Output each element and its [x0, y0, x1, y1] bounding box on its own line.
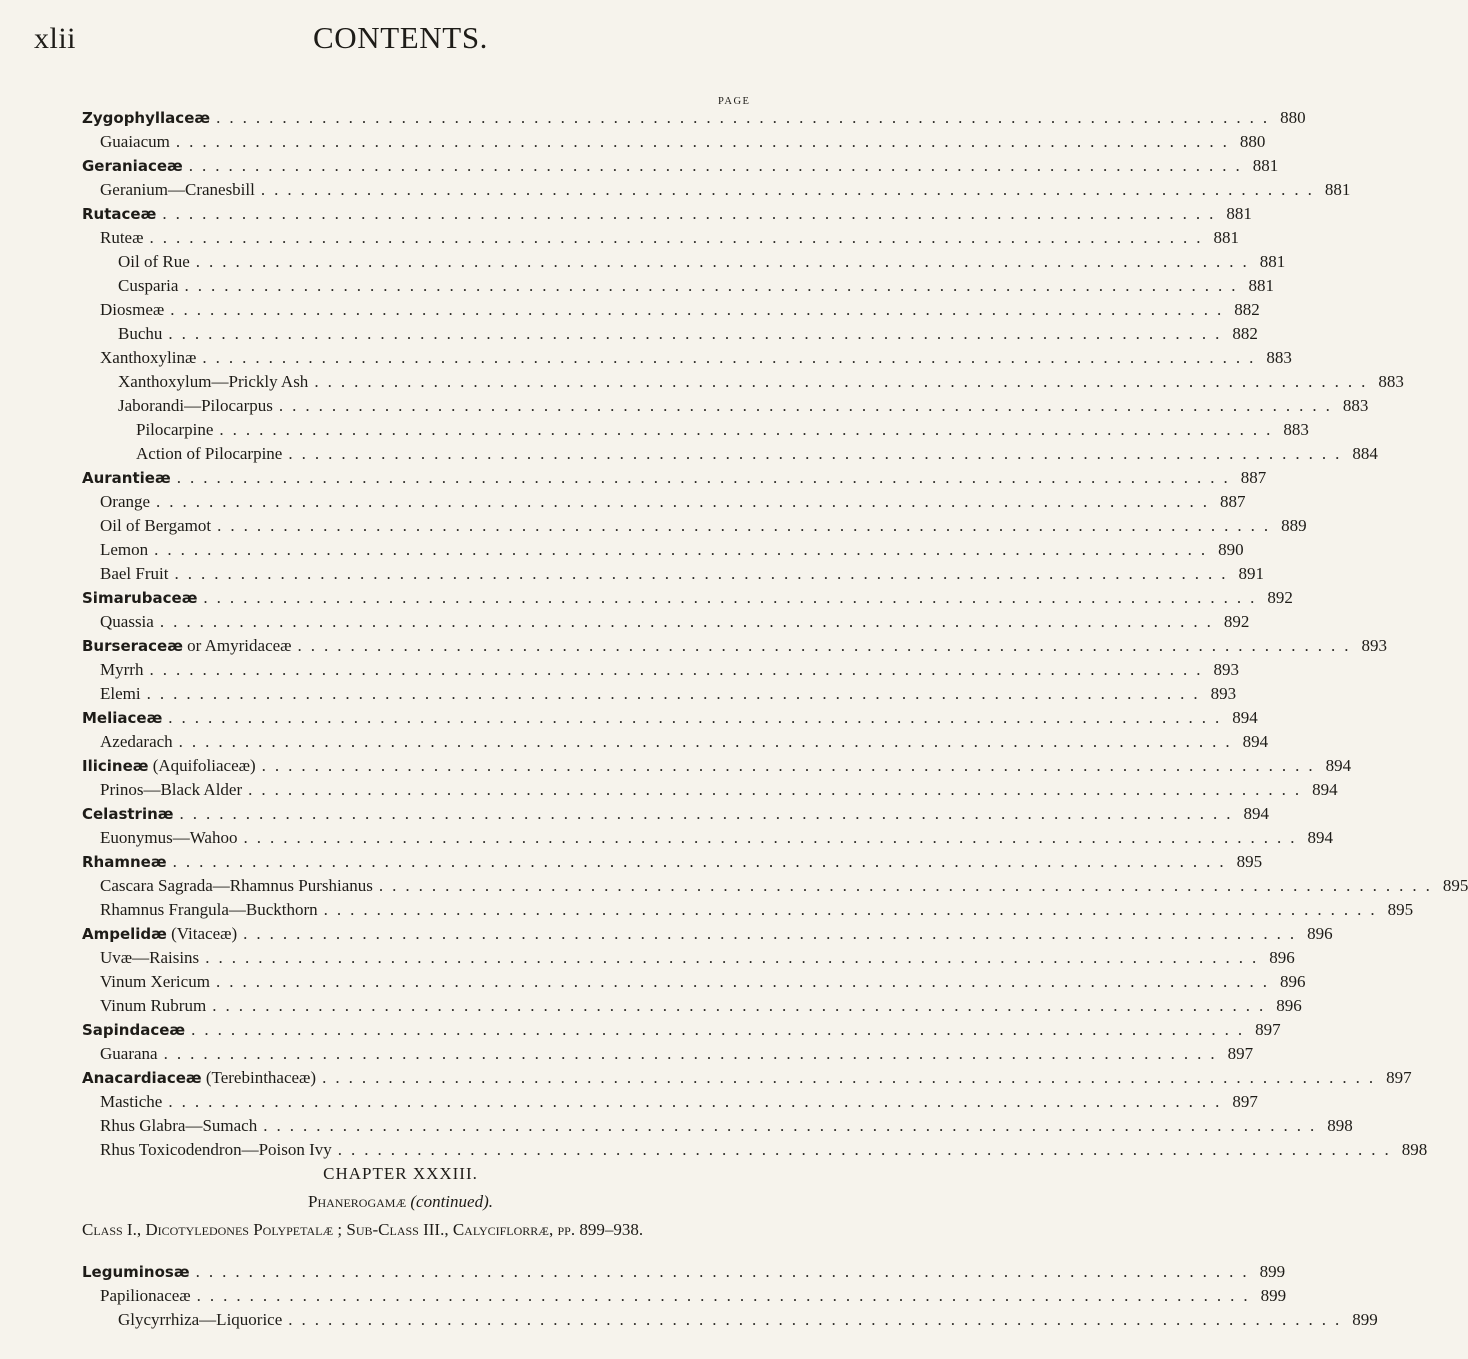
toc-entry [82, 682, 1237, 706]
toc-entry [82, 250, 1286, 274]
toc-entry-title: Orange [100, 492, 151, 511]
toc-entry [82, 346, 1292, 370]
dot-leader: ................................................................................ [205, 948, 1266, 967]
dot-leader: ................................................................................ [378, 876, 1439, 895]
toc-entry [82, 562, 1264, 586]
toc-entry-page: 898 [1401, 1140, 1428, 1159]
running-head-title: CONTENTS. [312, 20, 489, 55]
toc-entry-page: 899 [1259, 1262, 1286, 1281]
class-line: Class I., Dicotyledones Polypetalæ ; Sub-Class III., Calyciflorræ, pp. 899–938. [82, 1220, 644, 1239]
toc-entry-page: 883 [1342, 396, 1369, 415]
page-column-label: PAGE [718, 96, 751, 107]
toc-entry-title: Azedarach [100, 732, 173, 751]
toc-entry [82, 178, 1351, 202]
dot-leader: ................................................................................ [243, 828, 1304, 847]
toc-entry [82, 1284, 1287, 1308]
toc-entry-page: 892 [1223, 612, 1250, 631]
dot-leader: ................................................................................ [288, 1310, 1349, 1329]
contents-list [82, 106, 1468, 1162]
toc-entry-title: Xanthoxylinæ [100, 348, 197, 367]
toc-entry-title: Cascara Sagrada—Rhamnus Purshianus [100, 876, 373, 895]
toc-entry-title: Celastrinæ [82, 805, 174, 823]
toc-entry-page: 897 [1386, 1068, 1412, 1087]
dot-leader: ................................................................................ [156, 492, 1217, 511]
toc-entry-title: Anacardiaceæ (Terebinthaceæ) [82, 1068, 317, 1087]
toc-entry-page: 896 [1276, 996, 1302, 1015]
dot-leader: ................................................................................ [188, 156, 1249, 175]
toc-entry-page: 895 [1236, 852, 1263, 871]
toc-entry-page: 893 [1210, 684, 1237, 703]
dot-leader: ................................................................................ [195, 1262, 1256, 1281]
toc-entry-title: Rutaceæ [82, 205, 157, 223]
toc-entry [82, 442, 1378, 466]
dot-leader: ................................................................................ [261, 756, 1322, 775]
toc-entry [82, 1066, 1412, 1090]
toc-entry-page: 887 [1220, 492, 1246, 511]
toc-entry-title: Myrrh [100, 660, 144, 679]
toc-entry-page: 881 [1248, 276, 1274, 295]
toc-entry [82, 154, 1279, 178]
toc-entry-title: Lemon [100, 540, 149, 559]
dot-leader: ................................................................................ [217, 516, 1278, 535]
toc-entry-page: 894 [1325, 756, 1352, 775]
toc-entry [82, 274, 1274, 298]
dot-leader: ................................................................................ [248, 780, 1309, 799]
toc-entry-title: Cusparia [118, 276, 179, 295]
toc-entry [82, 466, 1267, 490]
toc-entry [82, 826, 1333, 850]
toc-entry [82, 1308, 1378, 1332]
dot-leader: ................................................................................ [323, 900, 1384, 919]
toc-entry [82, 994, 1302, 1018]
toc-entry-title: Oil of Rue [118, 252, 190, 271]
toc-entry-page: 883 [1378, 372, 1404, 391]
toc-entry [82, 922, 1333, 946]
toc-entry-title: Vinum Rubrum [100, 996, 207, 1015]
chapter-heading: CHAPTER XXXIII. [323, 1164, 478, 1183]
toc-entry-page: 891 [1238, 564, 1264, 583]
dot-leader: ................................................................................ [168, 324, 1229, 343]
dot-leader: ................................................................................ [168, 708, 1229, 727]
toc-entry-page: 899 [1352, 1310, 1378, 1329]
toc-entry [82, 898, 1414, 922]
toc-entry-page: 889 [1281, 516, 1307, 535]
toc-entry-title: Simarubaceæ [82, 589, 198, 607]
toc-entry-page: 894 [1243, 804, 1269, 823]
toc-entry-title: Buchu [118, 324, 163, 343]
toc-entry [82, 538, 1244, 562]
toc-entry-title: Guaiacum [100, 132, 170, 151]
dot-leader: ................................................................................ [170, 300, 1231, 319]
toc-entry [82, 610, 1250, 634]
toc-entry [82, 754, 1352, 778]
toc-entry [82, 946, 1295, 970]
toc-entry-page: 883 [1266, 348, 1292, 367]
page-folio: xlii [34, 22, 77, 55]
dot-leader: ................................................................................ [146, 684, 1207, 703]
dot-leader: ................................................................................ [202, 348, 1263, 367]
toc-entry-title: Rhamnus Frangula—Buckthorn [100, 900, 318, 919]
toc-entry [82, 874, 1468, 898]
toc-entry [82, 1018, 1281, 1042]
toc-entry-title: Glycyrrhiza—Liquorice [118, 1310, 283, 1329]
toc-entry-page: 893 [1213, 660, 1239, 679]
dot-leader: ................................................................................ [260, 180, 1321, 199]
dot-leader: ................................................................................ [219, 420, 1280, 439]
toc-entry-title: Diosmeæ [100, 300, 165, 319]
toc-entry-page: 881 [1226, 204, 1252, 223]
toc-entry [82, 370, 1404, 394]
toc-entry-title: Papilionaceæ [100, 1286, 191, 1305]
toc-entry [82, 1090, 1258, 1114]
dot-leader: ................................................................................ [314, 372, 1375, 391]
toc-entry [82, 1042, 1254, 1066]
toc-entry-page: 881 [1213, 228, 1239, 247]
toc-entry [82, 1260, 1286, 1284]
toc-entry-title: Ilicineæ (Aquifoliaceæ) [82, 756, 256, 775]
toc-entry-page: 897 [1232, 1092, 1258, 1111]
toc-entry-title: Jaborandi—Pilocarpus [118, 396, 273, 415]
toc-entry-page: 892 [1267, 588, 1293, 607]
dot-leader: ................................................................................ [243, 924, 1304, 943]
toc-entry [82, 634, 1388, 658]
toc-entry-page: 881 [1259, 252, 1286, 271]
toc-entry-title: Aurantieæ [82, 469, 171, 487]
toc-entry-page: 898 [1327, 1116, 1353, 1135]
toc-entry [82, 850, 1263, 874]
toc-entry [82, 802, 1269, 826]
dot-leader: ................................................................................ [162, 204, 1223, 223]
dot-leader: ................................................................................ [288, 444, 1349, 463]
toc-entry [82, 202, 1252, 226]
toc-entry-title: Rhus Toxicodendron—Poison Ivy [100, 1140, 332, 1159]
dot-leader: ................................................................................ [297, 636, 1358, 655]
toc-entry-page: 887 [1240, 468, 1267, 487]
toc-entry-page: 884 [1352, 444, 1378, 463]
toc-entry-title: Prinos—Black Alder [100, 780, 243, 799]
toc-entry-title: Quassia [100, 612, 154, 631]
toc-entry-page: 899 [1260, 1286, 1287, 1305]
toc-entry-title: Rhus Glabra—Sumach [100, 1116, 258, 1135]
toc-entry-page: 894 [1312, 780, 1338, 799]
dot-leader: ................................................................................ [174, 564, 1235, 583]
dot-leader: ................................................................................ [337, 1140, 1398, 1159]
toc-entry-page: 890 [1218, 540, 1244, 559]
dot-leader: ................................................................................ [216, 108, 1277, 127]
toc-entry-page: 881 [1252, 156, 1279, 175]
toc-entry-page: 883 [1283, 420, 1309, 439]
toc-entry [82, 1138, 1428, 1162]
toc-entry [82, 778, 1338, 802]
dot-leader: ................................................................................ [212, 996, 1273, 1015]
toc-entry-page: 897 [1255, 1020, 1281, 1039]
dot-leader: ................................................................................ [149, 228, 1210, 247]
toc-entry-page: 882 [1234, 300, 1260, 319]
toc-entry [82, 130, 1266, 154]
toc-entry [82, 418, 1309, 442]
dot-leader: ................................................................................ [191, 1020, 1252, 1039]
toc-entry [82, 730, 1269, 754]
dot-leader: ................................................................................ [168, 1092, 1229, 1111]
dot-leader: ................................................................................ [159, 612, 1220, 631]
dot-leader: ................................................................................ [163, 1044, 1224, 1063]
dot-leader: ................................................................................ [195, 252, 1256, 271]
toc-entry-title: Uvæ—Raisins [100, 948, 200, 967]
toc-entry [82, 514, 1307, 538]
toc-entry-title: Zygophyllaceæ [82, 109, 211, 127]
toc-entry-page: 896 [1269, 948, 1295, 967]
toc-entry-page: 896 [1307, 924, 1333, 943]
toc-entry [82, 970, 1306, 994]
toc-entry [82, 706, 1258, 730]
toc-entry-page: 894 [1307, 828, 1333, 847]
toc-entry [82, 586, 1293, 610]
subheading-note: (continued). [410, 1192, 493, 1211]
dot-leader: ................................................................................ [203, 588, 1264, 607]
dot-leader: ................................................................................ [196, 1286, 1257, 1305]
toc-entry-page: 896 [1279, 972, 1306, 991]
toc-entry-title: Ampelidæ (Vitaceæ) [82, 924, 238, 943]
toc-entry-page: 894 [1242, 732, 1269, 751]
toc-entry [82, 658, 1239, 682]
toc-entry [82, 106, 1306, 130]
toc-entry [82, 298, 1260, 322]
toc-entry-title: Oil of Bergamot [100, 516, 212, 535]
toc-entry-title: Sapindaceæ [82, 1021, 186, 1039]
dot-leader: ................................................................................ [179, 804, 1240, 823]
toc-entry-title: Xanthoxylum—Prickly Ash [118, 372, 309, 391]
toc-entry [82, 322, 1258, 346]
toc-entry [82, 490, 1246, 514]
toc-entry [82, 1114, 1353, 1138]
chapter-contents-list [82, 1260, 1378, 1332]
toc-entry-title: Rhamneæ [82, 853, 167, 871]
toc-entry-page: 881 [1324, 180, 1351, 199]
dot-leader: ................................................................................ [322, 1068, 1383, 1087]
dot-leader: ................................................................................ [175, 132, 1236, 151]
toc-entry-title: Euonymus—Wahoo [100, 828, 238, 847]
toc-entry-page: 895 [1387, 900, 1414, 919]
toc-entry [82, 394, 1369, 418]
dot-leader: ................................................................................ [172, 852, 1233, 871]
toc-entry-title: Leguminosæ [82, 1263, 190, 1281]
toc-entry-title: Elemi [100, 684, 141, 703]
toc-entry-title: Mastiche [100, 1092, 163, 1111]
toc-entry-page: 895 [1442, 876, 1468, 895]
dot-leader: ................................................................................ [278, 396, 1339, 415]
dot-leader: ................................................................................ [184, 276, 1245, 295]
toc-entry-title: Ruteæ [100, 228, 144, 247]
toc-entry-page: 893 [1361, 636, 1388, 655]
toc-entry-title: Action of Pilocarpine [136, 444, 283, 463]
toc-entry-page: 894 [1232, 708, 1258, 727]
chapter-subheading [0, 1192, 801, 1212]
toc-entry-title: Vinum Xericum [100, 972, 210, 991]
dot-leader: ................................................................................ [178, 732, 1239, 751]
toc-entry-title: Burseraceæ or Amyridaceæ [82, 636, 292, 655]
toc-entry-page: 880 [1280, 108, 1306, 127]
subheading-main: Phanerogamæ [308, 1192, 407, 1211]
dot-leader: ................................................................................ [263, 1116, 1324, 1135]
dot-leader: ................................................................................ [154, 540, 1215, 559]
toc-entry-title: Bael Fruit [100, 564, 169, 583]
dot-leader: ................................................................................ [176, 468, 1237, 487]
toc-entry-title: Guarana [100, 1044, 158, 1063]
dot-leader: ................................................................................ [149, 660, 1210, 679]
toc-entry [82, 226, 1239, 250]
toc-entry-title: Meliaceæ [82, 709, 163, 727]
toc-entry-title: Geraniaceæ [82, 157, 183, 175]
dot-leader: ................................................................................ [215, 972, 1276, 991]
toc-entry-title: Pilocarpine [136, 420, 214, 439]
toc-entry-page: 897 [1227, 1044, 1254, 1063]
toc-entry-page: 880 [1239, 132, 1266, 151]
toc-entry-page: 882 [1232, 324, 1258, 343]
toc-entry-title: Geranium—Cranesbill [100, 180, 255, 199]
